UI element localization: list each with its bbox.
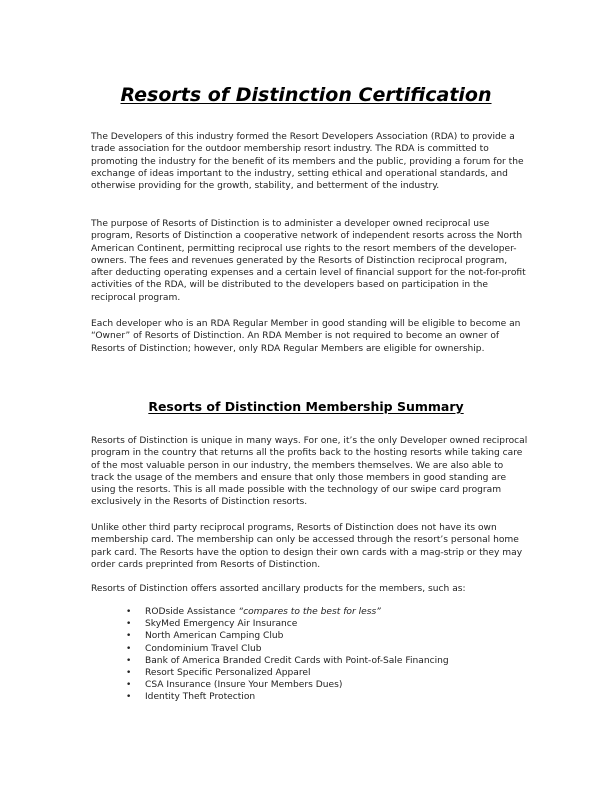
product-label: Condominium Travel Club: [145, 643, 262, 654]
bullet-icon: •: [126, 680, 132, 691]
bullet-icon: •: [126, 655, 132, 666]
list-item: [126, 679, 449, 691]
intro-paragraph-purpose: The purpose of Resorts of Distinction is to administer a developer owned reciprocal use program, Resorts of Distinction a cooperative network of independent resorts across the North American Continent, permitting reciprocal use rights to the resort members of the developer-owners. The fees and revenues generated by the Resorts of Distinction reciprocal program, after deducting operating expenses and a certain level of financial support for the not-for-profit activities of the RDA, will be distributed to the developers based on participation in the reciprocal program.: [91, 219, 526, 303]
list-item: [126, 643, 449, 655]
bullet-icon: •: [126, 643, 132, 654]
product-tagline: “compares to the best for less”: [238, 607, 381, 617]
bullet-icon: •: [126, 619, 132, 630]
summary-paragraph-products-intro: Resorts of Distinction offers assorted ancillary products for the members, such as:: [91, 584, 466, 594]
product-label: North American Camping Club: [145, 631, 284, 642]
bullet-icon: •: [126, 631, 132, 642]
product-label: Identity Theft Protection: [145, 692, 256, 703]
list-item: [126, 606, 449, 618]
bullet-icon: •: [126, 668, 132, 679]
list-item: [126, 630, 449, 642]
product-label: Bank of America Branded Credit Cards with Point-of-Sale Financing: [145, 655, 449, 666]
summary-paragraph-unique: Resorts of Distinction is unique in many ways. For one, it’s the only Developer owned reciprocal program in the country that returns all the profits back to the hosting resorts while taking care of the most valuable person in our industry, the members themselves. We are also able to track the usage of the members and ensure that only those members in good standing are using the resorts. This is all made possible with the technology of our swipe card program exclusively in the Resorts of Distinction resorts.: [91, 436, 528, 508]
list-item: [126, 667, 449, 679]
summary-paragraph-card: Unlike other third party reciprocal programs, Resorts of Distinction does not have its own membership card. The membership can only be accessed through the resort’s personal home park card. The Resorts have the option to design their own cards with a mag-strip or they may order cards preprinted from Resorts of Distinction.: [91, 523, 523, 570]
products-list: [126, 606, 449, 704]
list-item: [126, 655, 449, 667]
list-item: [126, 618, 449, 630]
intro-paragraph-rda: The Developers of this industry formed the Resort Developers Association (RDA) to provide a trade association for the outdoor membership resort industry. The RDA is committed to promoting the industry for the benefit of its members and the public, providing a forum for the exchange of ideas important to the industry, setting ethical and operational standards, and otherwise providing for the growth, stability, and betterment of the industry.: [91, 132, 524, 192]
product-label: RODside Assistance: [145, 607, 239, 617]
page-title: Resorts of Distinction Certification: [120, 84, 492, 106]
intro-paragraph-ownership: Each developer who is an RDA Regular Member in good standing will be eligible to become an “Owner” of Resorts of Distinction. An RDA Member is not required to become an owner of Resorts of Distinction; however, only RDA Regular Members are eligible for ownership.: [91, 319, 521, 354]
product-label: SkyMed Emergency Air Insurance: [145, 619, 298, 630]
bullet-icon: •: [126, 692, 132, 703]
product-label: CSA Insurance (Insure Your Members Dues): [145, 680, 343, 691]
product-label: Resort Specific Personalized Apparel: [145, 668, 311, 679]
list-item: [126, 691, 449, 703]
section-title: Resorts of Distinction Membership Summary: [148, 399, 464, 414]
bullet-icon: •: [126, 607, 132, 617]
